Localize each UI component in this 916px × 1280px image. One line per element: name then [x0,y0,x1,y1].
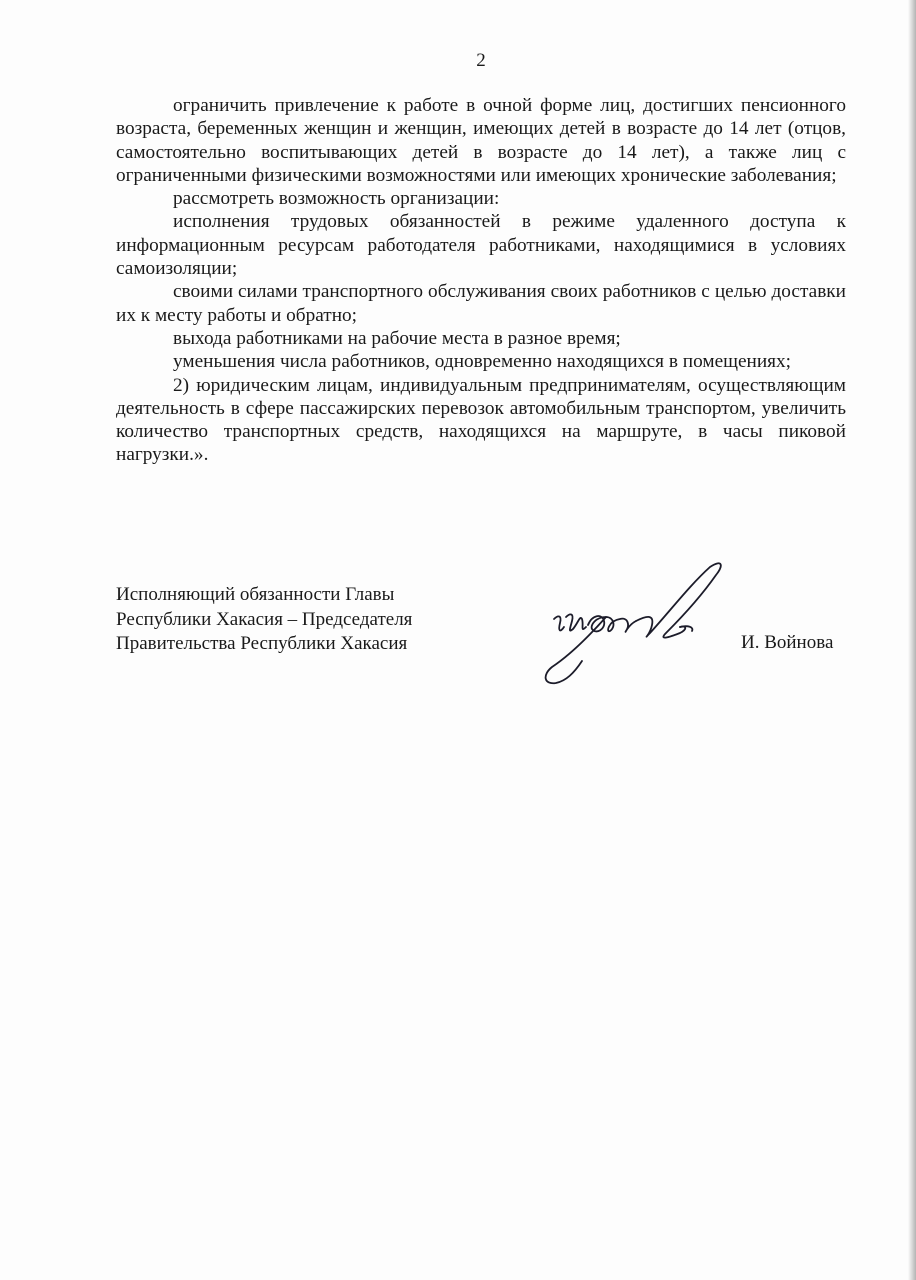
paragraph: своими силами транспортного обслуживания своих работников с целью доставки их к месту работы и обратно; [116,281,846,326]
signatory-position-line: Исполняющий обязанности Главы [116,584,395,605]
paragraph: исполнения трудовых обязанностей в режиме удаленного доступа к информационным ресурсам работодателя работниками, находящимися в условиях самоизоляции; [116,211,846,280]
signatory-position [116,583,412,657]
handwritten-signature [530,555,735,695]
document-body [116,94,846,467]
paragraph: рассмотреть возможность организации: [173,188,500,210]
page-number: 2 [476,50,486,71]
signatory-position-line: Правительства Республики Хакасия [116,633,408,654]
paragraph: ограничить привлечение к работе в очной форме лиц, достигших пенсионного возраста, беременных женщин и женщин, имеющих детей в возрасте до 14 лет (отцов, самостоятельно воспитывающих детей в возрасте до 14 лет), а также лиц с ограниченными физическими возможностями или имеющих хронические заболевания; [116,95,846,186]
page-edge-shadow [908,0,916,1280]
signatory-position-line: Республики Хакасия – Председателя [116,608,413,630]
paragraph: уменьшения числа работников, одновременно находящихся в помещениях; [173,351,792,373]
paragraph: выхода работниками на рабочие места в разное время; [173,327,621,349]
paragraph: 2) юридическим лицам, индивидуальным предпринимателям, осуществляющим деятельность в сфере пассажирских перевозок автомобильным транспортом, увеличить количество транспортных средств, находящихся на маршруте, в часы пиковой нагрузки.». [116,374,846,466]
signatory-name: И. Войнова [741,632,834,653]
